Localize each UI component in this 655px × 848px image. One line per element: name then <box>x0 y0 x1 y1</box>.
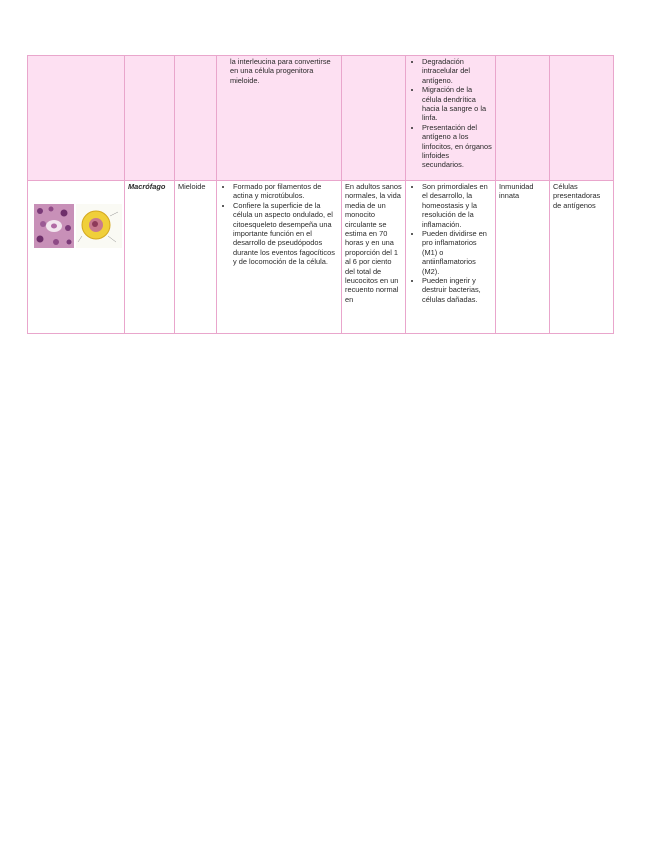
table-row-dendritic-continued <box>28 56 614 181</box>
list-item: • Son primordiales en el desarrollo, la homeostasis y la resolución de la inflamación. <box>422 182 492 229</box>
functions-list <box>409 182 492 304</box>
functions-cell <box>406 56 496 181</box>
list-item: • Migración de la célula dendrítica hacia la sangre o la linfa. <box>422 85 492 123</box>
features-cell <box>217 56 342 181</box>
list-item: • Confiere la superficie de la célula un aspecto ondulado, el citoesqueleto desempeña una importante función en el desarrollo de pseudópodos durante los eventos fagocíticos y de locomoción de la célula. <box>233 201 338 267</box>
lineage-cell-empty <box>175 56 217 181</box>
lifespan-cell <box>342 181 406 334</box>
macrophage-image <box>34 204 122 248</box>
list-item: • Presentación del antígeno a los linfocitos, en órganos linfoides secundarios. <box>422 123 492 170</box>
features-list <box>220 182 338 267</box>
list-item: • Pueden ingerir y destruir bacterias, células dañadas. <box>422 276 492 304</box>
functions-list <box>409 57 492 170</box>
image-cell-empty <box>28 56 125 181</box>
immunity-text: Inmunidad innata <box>499 182 534 201</box>
lifespan-text: En adultos sanos normales, la vida media de un monocito circulante se estima en 70 horas y en una proporción del 1 al 6 por ciento del total de leucocitos en un recuento normal en <box>345 182 402 304</box>
image-cell <box>28 181 125 334</box>
name-cell <box>125 181 175 334</box>
role-text: Células presentadoras de antígenos <box>553 182 601 210</box>
features-text: la interleucina para convertirse en una célula progenitora mieloide. <box>230 57 331 85</box>
immunity-cell <box>496 181 550 334</box>
functions-cell <box>406 181 496 334</box>
list-item: • Pueden dividirse en pro inflamatorios (M1) o antiinflamatorios (M2). <box>422 229 492 276</box>
lifespan-cell-empty <box>342 56 406 181</box>
lineage-cell <box>175 181 217 334</box>
immunity-cell-empty <box>496 56 550 181</box>
role-cell-empty <box>550 56 614 181</box>
list-item: • Degradación intracelular del antígeno. <box>422 57 492 85</box>
cell-name: Macrófago <box>128 182 166 191</box>
name-cell-empty <box>125 56 175 181</box>
list-item: • Formado por filamentos de actina y microtúbulos. <box>233 182 338 201</box>
cell-types-table <box>27 55 614 334</box>
lineage-text: Mieloide <box>178 182 206 191</box>
table-row-macrophage <box>28 181 614 334</box>
features-cell <box>217 181 342 334</box>
role-cell <box>550 181 614 334</box>
